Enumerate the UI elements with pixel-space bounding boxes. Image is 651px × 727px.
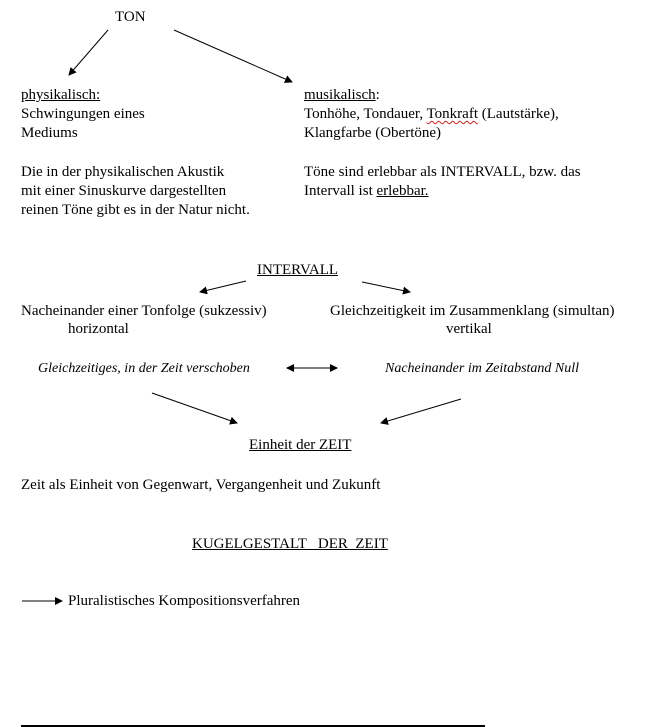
musical-heading-row xyxy=(304,86,380,105)
physical-paragraph-2: mit einer Sinuskurve dargestellten xyxy=(21,183,227,199)
sphere-heading: KUGELGESTALT DER ZEIT xyxy=(192,536,388,552)
interval-right-italic: Nacheinander im Zeitabstand Null xyxy=(385,361,580,376)
interval-left-italic: Gleichzeitiges, in der Zeit verschoben xyxy=(38,361,250,376)
arrow-ton-to-physical xyxy=(69,30,108,75)
spellcheck-flagged-word: Tonkraft xyxy=(426,106,478,122)
physical-line-2: Mediums xyxy=(21,125,78,141)
musical-heading: musikalisch xyxy=(304,87,376,103)
musical-paragraph-2-pre: Intervall ist xyxy=(304,183,377,199)
physical-line-1: Schwingungen eines xyxy=(21,106,145,122)
musical-heading-colon: : xyxy=(375,87,380,103)
musical-line-1-post: (Lautstärke), xyxy=(478,106,559,122)
musical-line-1-pre: Tonhöhe, Tondauer, xyxy=(304,106,427,122)
conclusion-text: Pluralistisches Kompositionsverfahren xyxy=(68,593,301,609)
unity-heading: Einheit der ZEIT xyxy=(249,437,352,453)
interval-left-line-2: horizontal xyxy=(68,321,129,337)
arrow-left-to-unity xyxy=(152,393,237,423)
interval-left-line-1: Nacheinander einer Tonfolge (sukzessiv) xyxy=(21,303,267,319)
physical-paragraph-1: Die in der physikalischen Akustik xyxy=(21,164,225,180)
interval-right-line-1: Gleichzeitigkeit im Zusammenklang (simultan) xyxy=(330,303,615,319)
unity-statement: Zeit als Einheit von Gegenwart, Vergangenheit und Zukunft xyxy=(21,477,381,493)
musical-line-1 xyxy=(304,105,559,124)
arrow-interval-to-right xyxy=(362,282,410,292)
arrow-right-to-unity xyxy=(381,399,461,423)
title-ton: TON xyxy=(115,9,146,25)
musical-paragraph-1: Töne sind erlebbar als INTERVALL, bzw. das xyxy=(304,164,581,180)
physical-paragraph-3: reinen Töne gibt es in der Natur nicht. xyxy=(21,202,250,218)
musical-line-2: Klangfarbe (Obertöne) xyxy=(304,125,442,141)
musical-paragraph-2-underlined: erlebbar. xyxy=(376,183,429,199)
musical-paragraph-2 xyxy=(304,182,429,201)
interval-heading: INTERVALL xyxy=(257,262,339,278)
arrow-interval-to-left xyxy=(200,281,246,292)
arrow-ton-to-musical xyxy=(174,30,292,82)
interval-right-line-2: vertikal xyxy=(446,321,492,337)
physical-heading: physikalisch: xyxy=(21,87,101,103)
